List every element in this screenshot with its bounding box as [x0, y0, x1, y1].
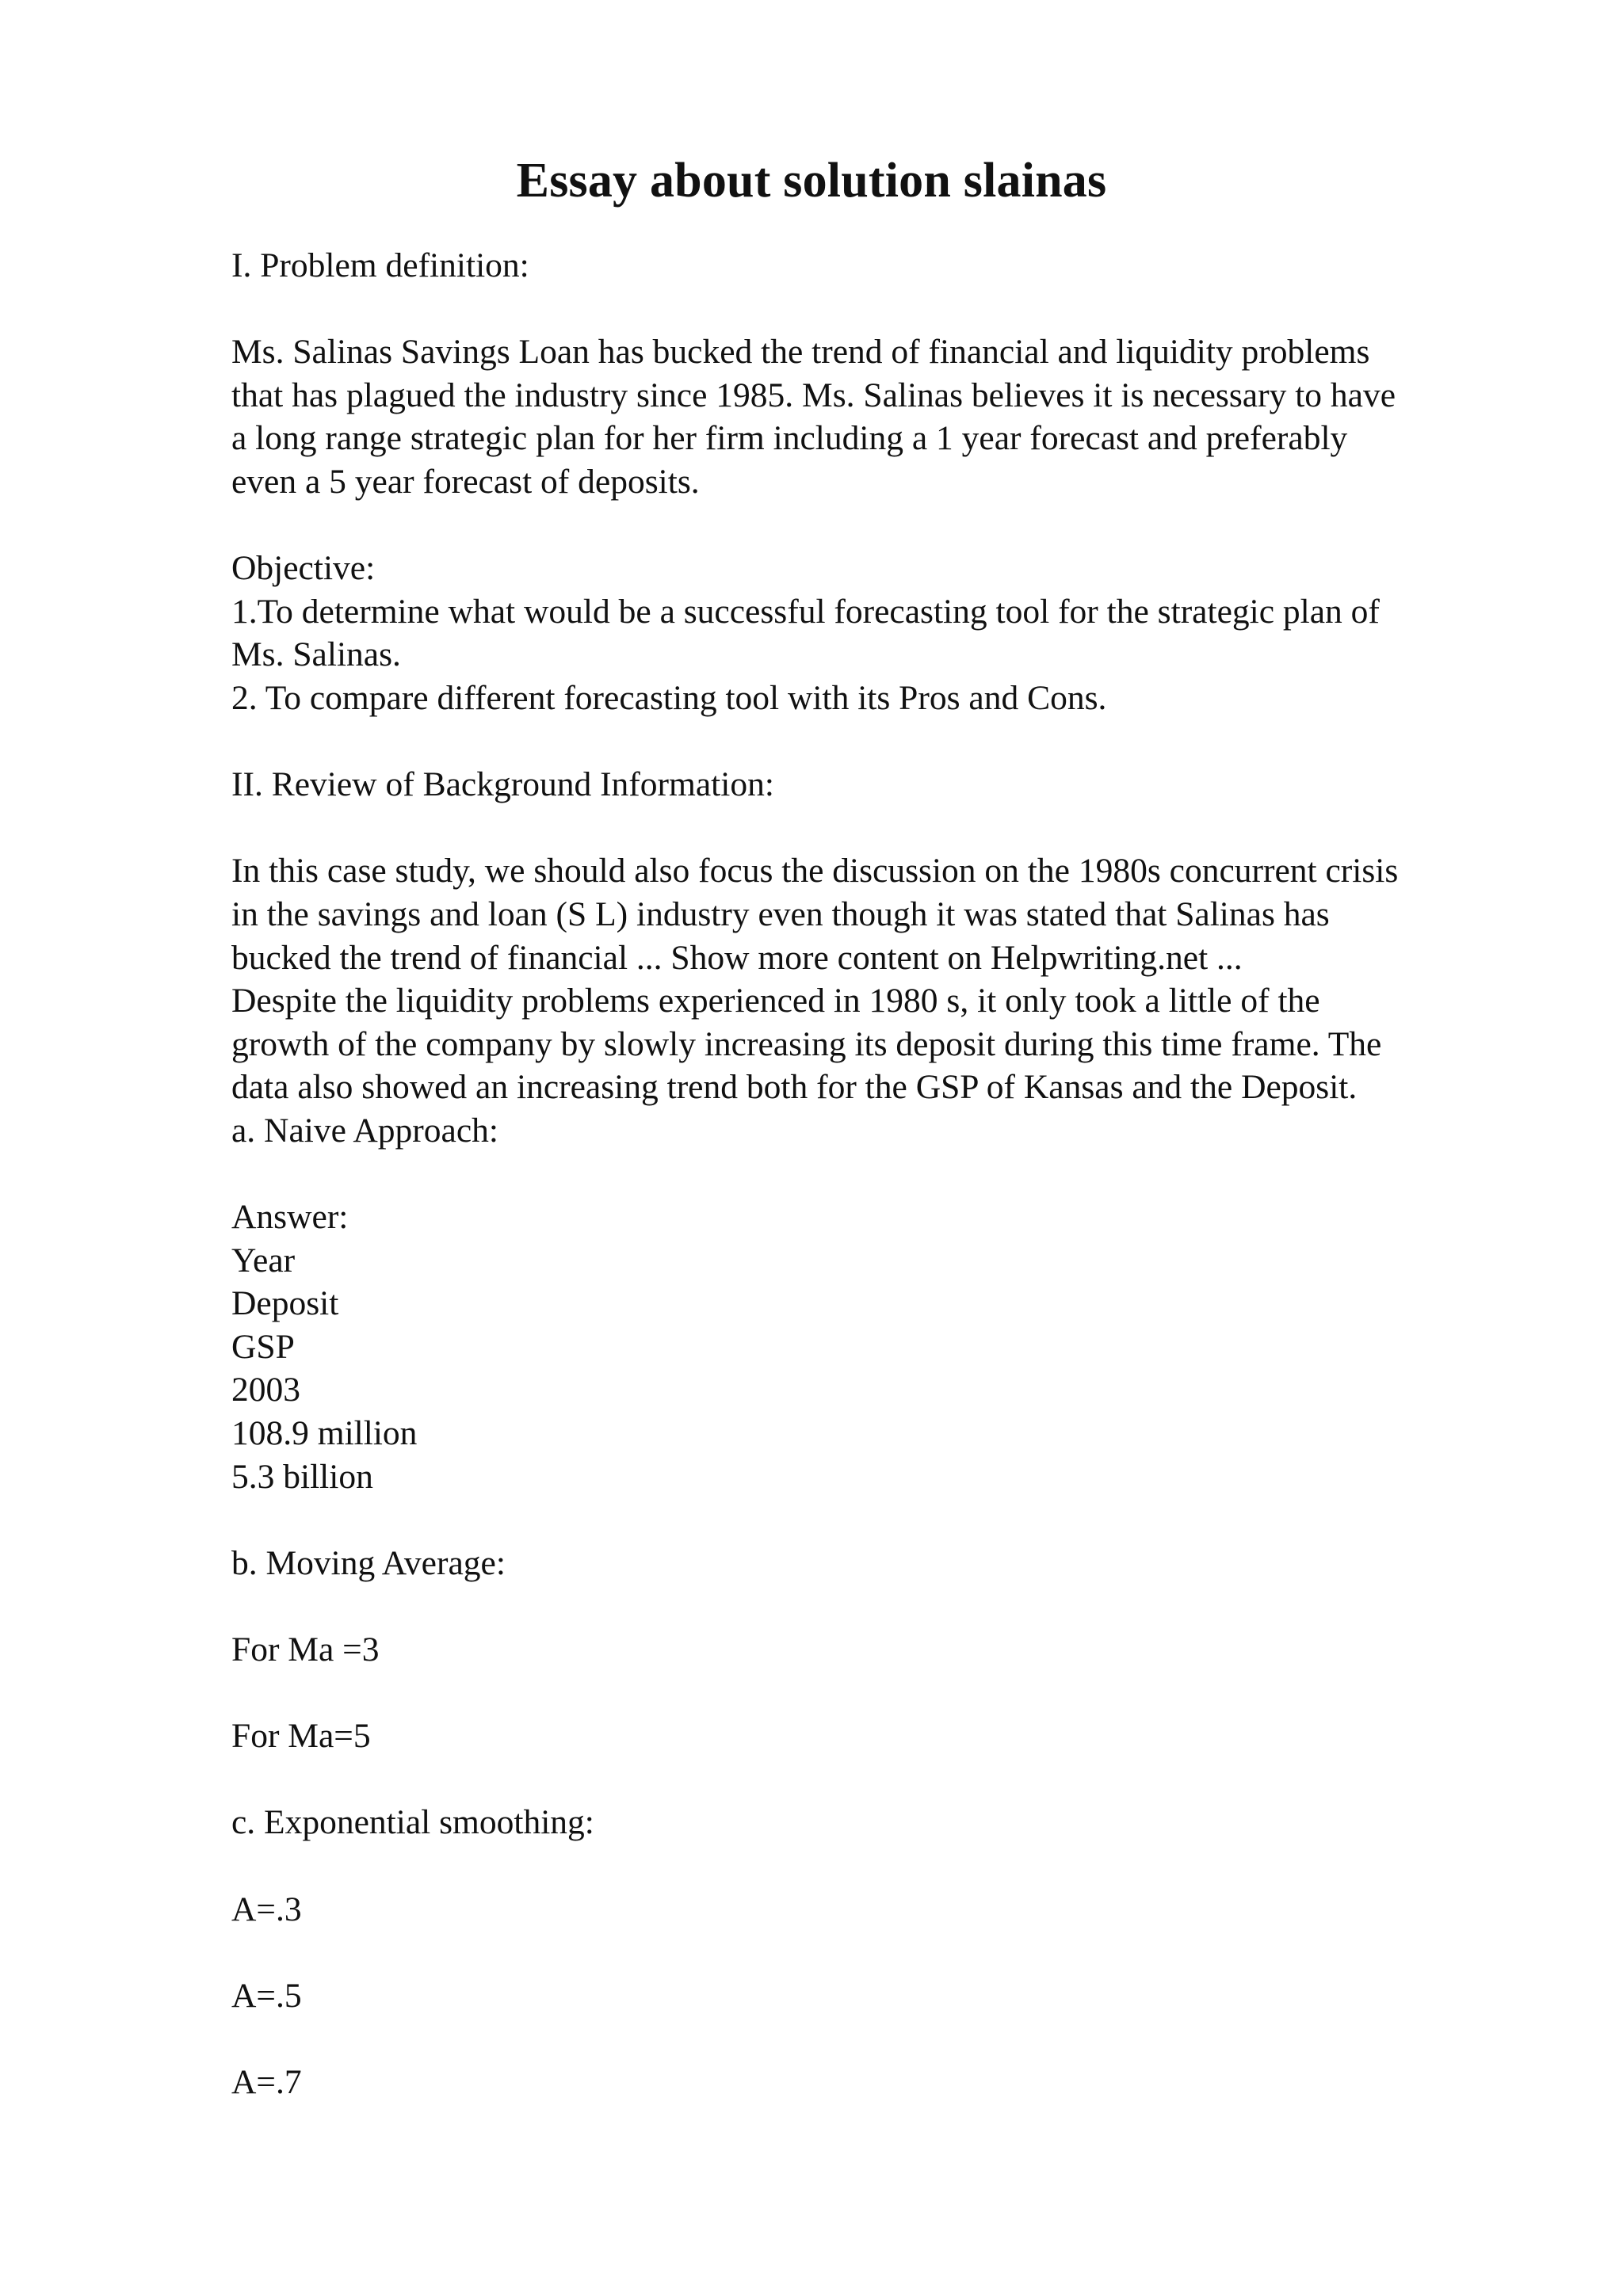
document-title: Essay about solution slainas [516, 154, 1107, 208]
text-line: 5.3 billion [231, 1457, 373, 1496]
text-line: a long range strategic plan for her firm including a 1 year forecast and preferably [231, 419, 1348, 458]
blank-line [231, 1758, 1499, 1802]
blank-line [231, 720, 1499, 764]
text-line: even a 5 year forecast of deposits. [231, 462, 700, 501]
text-line: that has plagued the industry since 1985. Ms. Salinas believes it is necessary to have [231, 376, 1396, 414]
text-line: In this case study, we should also focus the discussion on the 1980s concurrent crisis [231, 852, 1399, 891]
text-line: data also showed an increasing trend both for the GSP of Kansas and the Deposit. [231, 1068, 1358, 1107]
text-line: a. Naive Approach: [231, 1111, 498, 1150]
text-line: For Ma=5 [231, 1717, 371, 1756]
text-line: in the savings and loan (S L) industry even though it was stated that Salinas has [231, 894, 1330, 933]
text-line: Ms. Salinas. [231, 635, 401, 674]
text-line: Answer: [231, 1198, 349, 1237]
text-line: I. Problem definition: [231, 246, 529, 284]
text-line: GSP [231, 1327, 295, 1366]
blank-line [231, 1498, 1499, 1542]
text-line: For Ma =3 [231, 1630, 380, 1669]
document-body [231, 244, 1499, 2104]
text-line: Ms. Salinas Savings Loan has bucked the trend of financial and liquidity problems [231, 333, 1370, 372]
text-line: 108.9 million [231, 1414, 418, 1453]
text-line: Year [231, 1241, 296, 1280]
text-line: bucked the trend of financial ... Show more content on Helpwriting.net ... [231, 938, 1243, 977]
text-line: Objective: [231, 549, 376, 588]
text-line: A=.7 [231, 2062, 302, 2101]
blank-line [231, 807, 1499, 850]
blank-line [231, 288, 1499, 331]
blank-line [231, 1585, 1499, 1628]
blank-line [231, 2017, 1499, 2061]
text-line: II. Review of Background Information: [231, 765, 774, 804]
text-line: 2. To compare different forecasting tool with its Pros and Cons. [231, 678, 1107, 717]
blank-line [231, 504, 1499, 547]
blank-line [231, 1931, 1499, 1974]
text-line: 1.To determine what would be a successful forecasting tool for the strategic plan of [231, 592, 1380, 631]
text-line: A=.5 [231, 1976, 302, 2015]
blank-line [231, 1844, 1499, 1888]
text-line: Despite the liquidity problems experienced in 1980 s, it only took a little of the [231, 982, 1320, 1020]
blank-line [231, 1152, 1499, 1196]
blank-line [231, 1672, 1499, 1715]
text-line: c. Exponential smoothing: [231, 1803, 594, 1842]
text-line: growth of the company by slowly increasing its deposit during this time frame. The [231, 1024, 1382, 1063]
text-line: Deposit [231, 1284, 339, 1323]
text-line: b. Moving Average: [231, 1543, 506, 1582]
text-line: 2003 [231, 1371, 300, 1409]
text-line: A=.3 [231, 1890, 302, 1928]
